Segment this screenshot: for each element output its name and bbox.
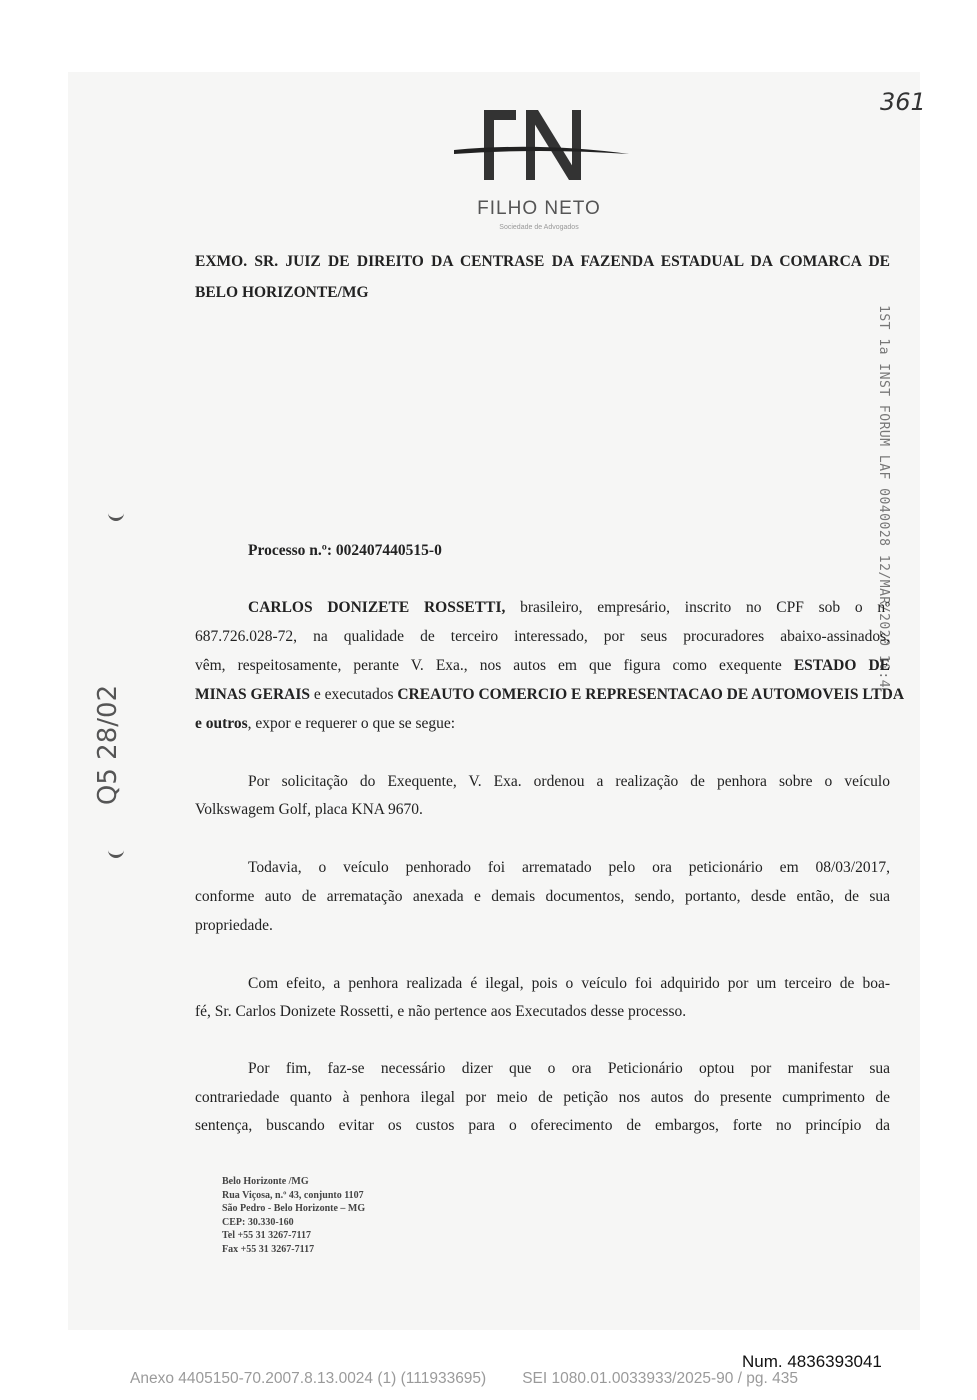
fn-monogram-icon [444,102,634,192]
p2-line-2: Volkswagem Golf, placa KNA 9670. [195,801,423,818]
annex-reference: Anexo 4405150-70.2007.8.13.0024 (1) (111933695) [130,1370,487,1387]
p5-line-1: Por fim, faz-se necessário dizer que o ora Peticionário optou por manifestar sua [248,1060,890,1077]
filing-stamp: 1ST 1a INST FORUM LAF 0040028 12/MAR/2020 10:4 [876,305,891,689]
p1-line-5-rest: , expor e requerer o que se segue: [247,715,456,732]
p1-line-1-rest: brasileiro, empresário, inscrito no CPF sob o nº [520,599,890,616]
handwritten-margin-note: Q5 28/02 [93,684,123,806]
heading-line-2: BELO HORIZONTE/MG [195,284,369,301]
address-line: Tel +55 31 3267-7117 [222,1230,311,1242]
p1-line-4-mid: e executados [313,686,394,703]
firm-logo [444,102,634,232]
heading-line-1: EXMO. SR. JUIZ DE DIREITO DA CENTRASE DA FAZENDA ESTADUAL DA COMARCA DE [195,253,890,270]
address-line: Rua Viçosa, n.º 43, conjunto 1107 [222,1189,364,1201]
document-number: Num. 4836393041 [742,1352,882,1371]
p2-line-1: Por solicitação do Exequente, V. Exa. ordenou a realização de penhora sobre o veículo [248,773,890,790]
p3-line-2: conforme auto de arrematação anexada e demais documentos, sendo, portanto, desde então, de sua [195,888,890,905]
firm-address [222,1175,365,1257]
exequente-name-cont: MINAS GERAIS [195,686,310,703]
footer-reference [130,1370,850,1388]
p4-line-1: Com efeito, a penhora realizada é ilegal, pois o veículo foi adquirido por um terceiro de boa- [248,975,890,992]
executados-others: e outros [195,715,248,732]
p3-line-1: Todavia, o veículo penhorado foi arrematado pelo ora peticionário em 08/03/2017, [248,859,890,876]
executados-name: CREAUTO COMERCIO E REPRESENTACAO DE AUTOMOVEIS LTDA [397,686,905,703]
handwritten-page-number: 361 [880,88,926,116]
p1-line-3 [195,656,890,676]
address-line: São Pedro - Belo Horizonte – MG [222,1203,366,1215]
p4-line-2: fé, Sr. Carlos Donizete Rossetti, e não pertence aos Executados desse processo. [195,1003,687,1020]
p5-line-2: contrariedade quanto à penhora ilegal por meio de petição nos autos do presente cumprimento de [195,1089,890,1106]
petitioner-name: CARLOS DONIZETE ROSSETTI, [248,599,506,616]
address-line: CEP: 30.330-160 [222,1216,294,1228]
p1-line-3-start: vêm, respeitosamente, perante V. Exa., nos autos em que figura como exequente [195,657,782,674]
firm-subtitle: Sociedade de Advogados [499,224,579,231]
p5-line-3: sentença, buscando evitar os custos para o oferecimento de embargos, forte no princípio da [195,1117,890,1134]
p1-line-4 [195,685,905,705]
p1-line-5 [195,714,890,734]
process-number: Processo n.º: 002407440515-0 [248,542,442,559]
p3-line-3: propriedade. [195,917,273,934]
p1-line-1 [248,598,890,618]
address-line: Fax +55 31 3267-7117 [222,1243,315,1255]
address-line: Belo Horizonte /MG [222,1176,309,1187]
sei-reference: SEI 1080.01.0033933/2025-90 / pg. 435 [522,1370,799,1387]
firm-name: FILHO NETO [477,198,601,219]
p1-line-2: 687.726.028-72, na qualidade de terceiro interessado, por seus procuradores abaixo-assinados, [195,628,890,645]
exequente-name: ESTADO DE [793,657,891,674]
